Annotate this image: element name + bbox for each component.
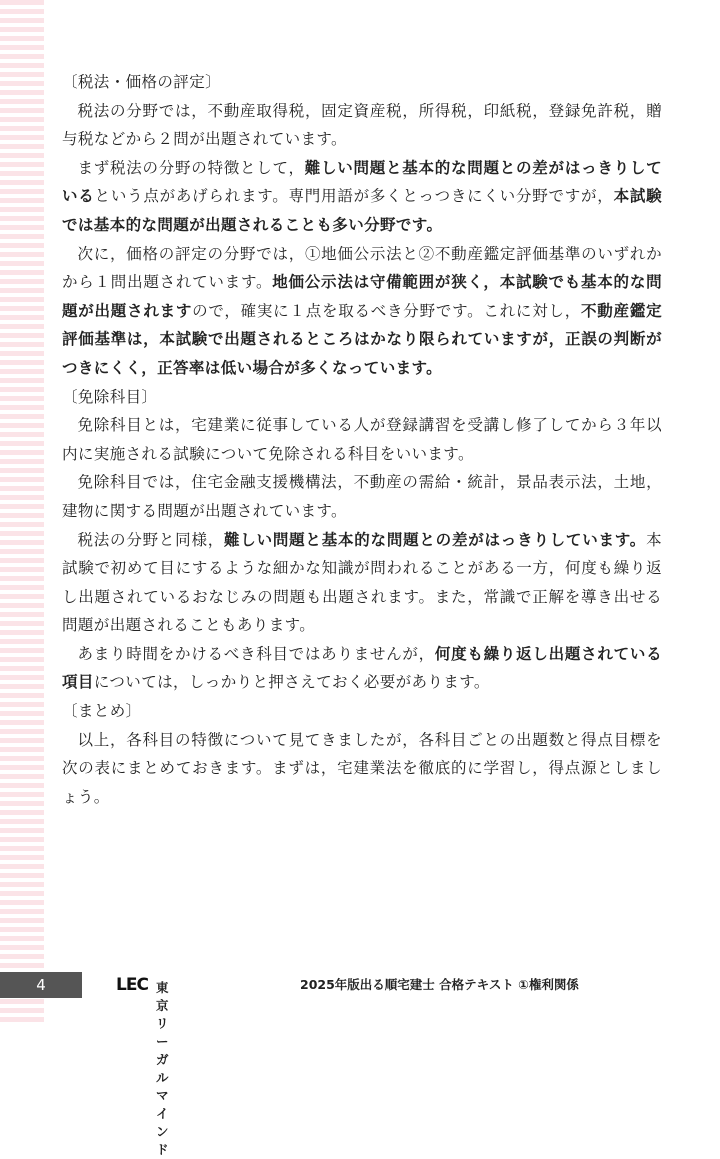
heading-summary: 〔まとめ〕 xyxy=(62,702,142,721)
text-run: ので，確実に１点を取るべき分野です。これに対し， xyxy=(192,301,582,320)
paragraph xyxy=(62,240,662,383)
paragraph xyxy=(62,97,662,154)
paragraph xyxy=(62,640,662,697)
body-text xyxy=(62,68,662,811)
text-run: 本試験で初めて目にするような細かな知識が問われることがある一方，何度も繰り返し出題されているおなじみの問題も出題されます。また，常識で正解を導き出せる問題が出題されることもあります。 xyxy=(62,530,662,635)
paragraph xyxy=(62,526,662,640)
paragraph xyxy=(62,154,662,240)
logo-text: LEC xyxy=(116,975,148,995)
text-run: 免除科目では，住宅金融支援機構法，不動産の需給・統計，景品表示法，土地，建物に関する問題が出題されています。 xyxy=(62,473,662,520)
side-stripe-decoration xyxy=(0,0,44,1024)
text-run: まず税法の分野の特徴として， xyxy=(77,158,305,177)
publisher-name: 東京リーガルマインド xyxy=(156,980,169,1157)
heading-tax: 〔税法・価格の評定〕 xyxy=(62,73,222,91)
text-run: 税法の分野では，不動産取得税，固定資産税，所得税，印紙税，登録免許税，贈与税などから２問が出題されています。 xyxy=(62,101,662,149)
book-title: 2025年版出る順宅建士 合格テキスト ①権利関係 xyxy=(300,977,579,992)
bold-text: 難しい問題と基本的な問題との差がはっきりしている xyxy=(62,158,662,206)
text-run: 以上，各科目の特徴について見てきましたが，各科目ごとの出題数と得点目標を次の表にまとめておきます。まずは，宅建業法を徹底的に学習し，得点源としましょう。 xyxy=(62,730,662,806)
paragraph xyxy=(62,411,662,468)
page-number: 4 xyxy=(0,972,82,998)
text-run: については，しっかりと押さえておく必要があります。 xyxy=(93,673,490,692)
text-run: 税法の分野と同様， xyxy=(77,530,225,549)
bold-text: 地価公示法は守備範囲が狭く，本試験でも基本的な問題が出題されます xyxy=(62,273,662,320)
paragraph xyxy=(62,726,662,812)
text-run: 次に，価格の評定の分野では，①地価公示法と②不動産鑑定評価基準のいずれかから１問出題されています。 xyxy=(62,244,662,292)
heading-exempt: 〔免除科目〕 xyxy=(62,387,158,406)
text-run: 免除科目とは，宅建業に従事している人が登録講習を受講し修了してから３年以内に実施される試験について免除される科目をいいます。 xyxy=(62,416,662,463)
text-run: という点があげられます。専門用語が多くとっつきにくい分野ですが， xyxy=(94,187,614,206)
text-run: あまり時間をかけるべき科目ではありませんが， xyxy=(77,644,435,663)
bold-text: 不動産鑑定評価基準は，本試験で出題されるところはかなり限られていますが，正誤の判断がつきにくく，正答率は低い場合が多くなっています。 xyxy=(62,301,662,377)
bold-text: 難しい問題と基本的な問題との差がはっきりしています。 xyxy=(224,530,647,549)
paragraph xyxy=(62,468,662,525)
page-footer xyxy=(0,972,720,1157)
bold-text: 何度も繰り返し出題されている項目 xyxy=(62,644,662,692)
bold-text: 本試験では基本的な問題が出題されることも多い分野です。 xyxy=(62,187,662,234)
